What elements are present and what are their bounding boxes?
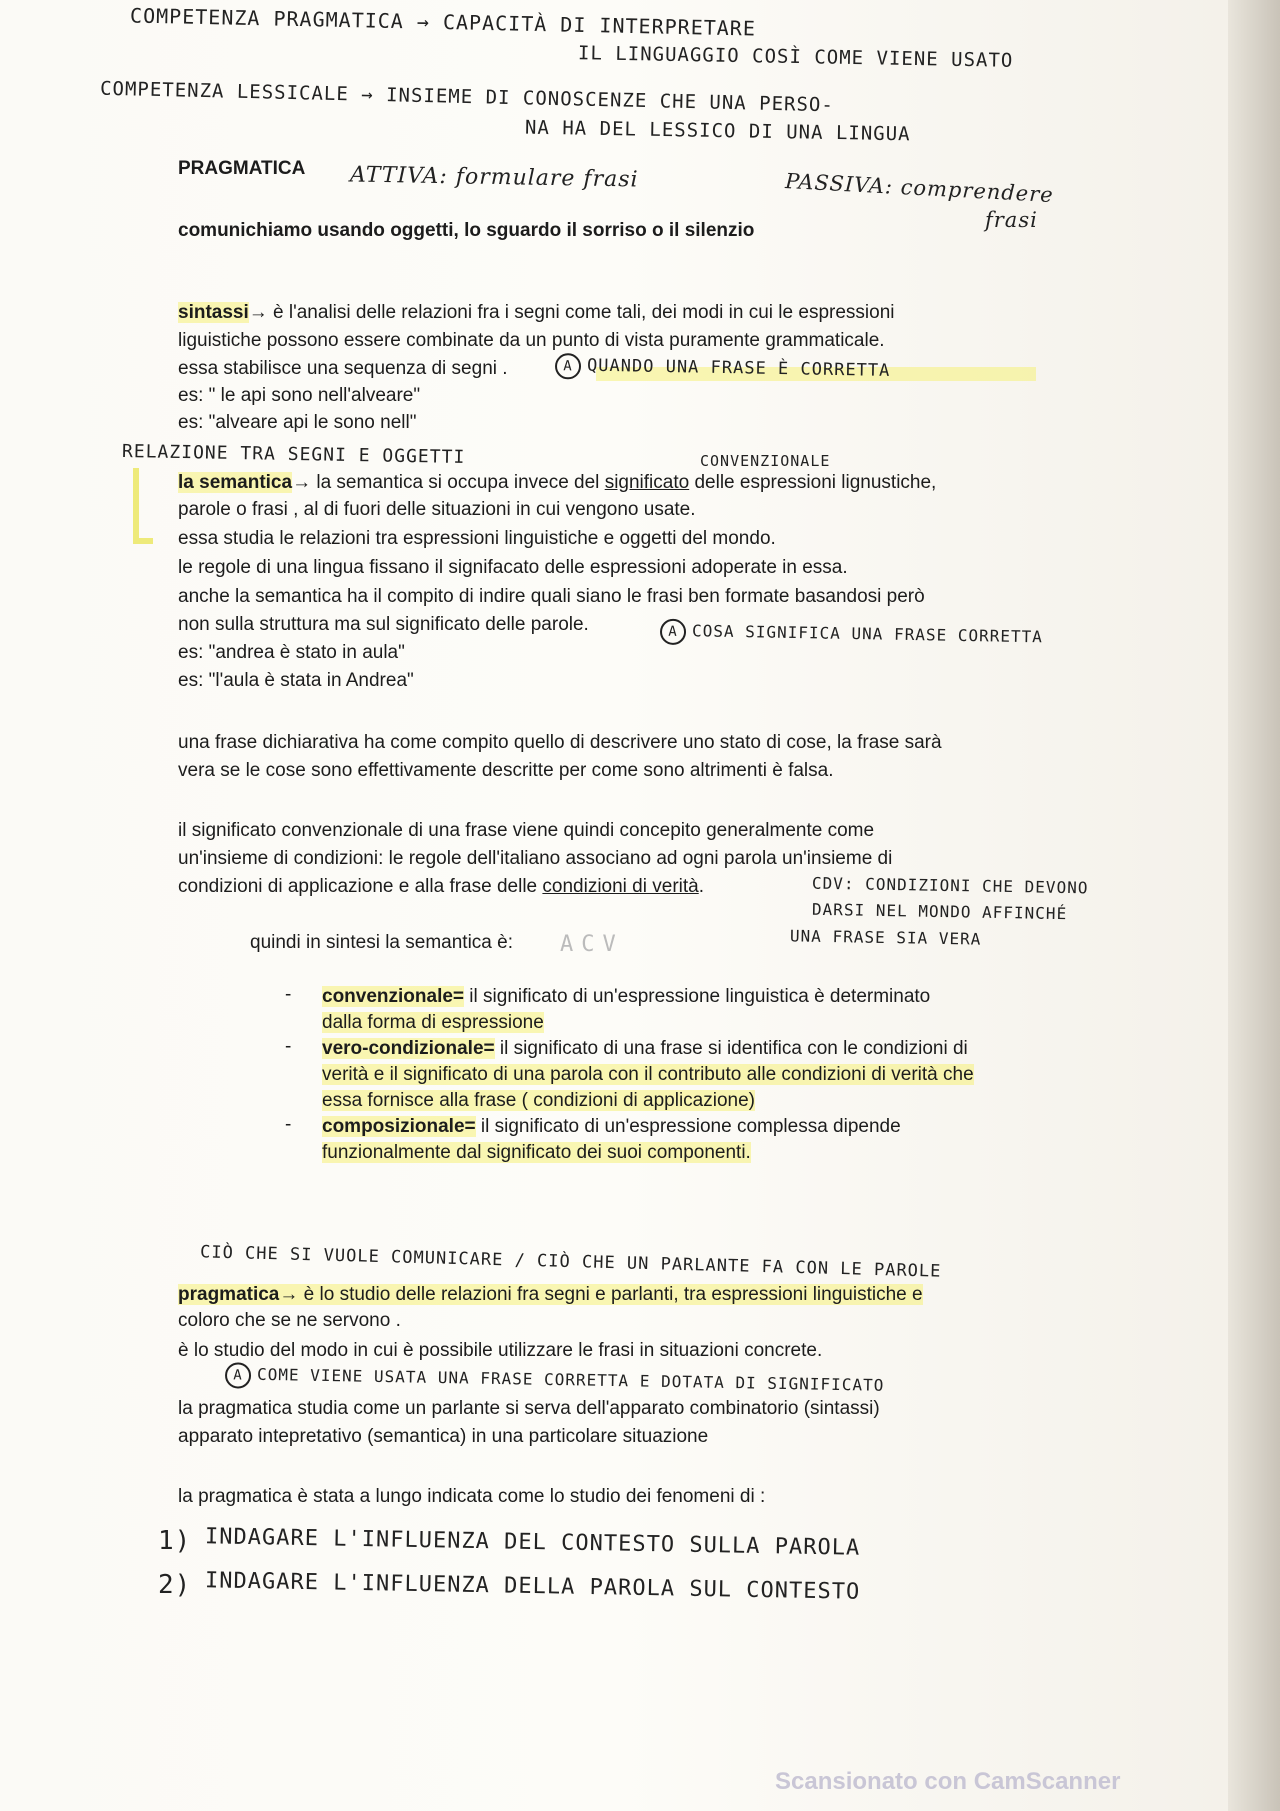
note-sintassi-text: QUANDO UNA FRASE È CORRETTA — [586, 355, 891, 381]
note-semantica-text: COSA SIGNIFICA UNA FRASE CORRETTA — [691, 621, 1044, 647]
vero-line-1 — [322, 1036, 968, 1061]
significato-line-1: il significato convenzionale di una frase viene quindi concepito generalmente come — [178, 820, 875, 841]
semantica-significato: significato — [604, 472, 690, 493]
hw-passiva-frasi: frasi — [985, 208, 1038, 232]
vero-line-2 — [322, 1062, 974, 1087]
dichiarativa-line-1: una frase dichiarativa ha come compito quello di descrivere uno stato di cose, la frase sarà — [178, 732, 942, 753]
note-pragmatica-text: COME VIENE USATA UNA FRASE CORRETTA E DOTATA DI SIGNIFICATO — [256, 1364, 885, 1395]
vero-def-1: il significato di una frase si identifica con le condizioni di — [494, 1038, 968, 1059]
semantica-line-3: essa studia le relazioni tra espressioni linguistiche e oggetti del mondo. — [178, 528, 776, 549]
prag-line-5: apparato intepretativo (semantica) in una particolare situazione — [178, 1426, 709, 1447]
significato-3a: condizioni di applicazione e alla frase delle — [178, 876, 543, 897]
hw-cio-che: CIÒ CHE SI VUOLE COMUNICARE / CIÒ CHE UN PARLANTE FA CON LE PAROLE — [199, 1242, 942, 1282]
vero-term: vero-condizionale= — [322, 1038, 495, 1059]
vero-def-3: essa fornisce alla frase ( condizioni di applicazione) — [322, 1090, 756, 1111]
sintassi-line-3 — [178, 356, 508, 381]
significato-line-2: un'insieme di condizioni: le regole dell'italiano associano ad ogni parola un'insieme di — [178, 848, 893, 869]
conv-line-1 — [322, 984, 930, 1009]
camscanner-watermark: Scansionato con CamScanner — [775, 1768, 1121, 1795]
prag-line-6: la pragmatica è stata a lungo indicata come lo studio dei fenomeni di : — [178, 1486, 766, 1507]
prag-line-1 — [178, 1282, 923, 1307]
semantica-line-4: le regole di una lingua fissano il signifacato delle espressioni adoperate in essa. — [178, 557, 848, 578]
sintassi-example-1: es: " le api sono nell'alveare" — [178, 385, 421, 406]
vero-def-2: verità e il significato di una parola con il contributo alle condizioni di verità che — [322, 1064, 974, 1085]
page-edge-shadow — [1228, 0, 1280, 1811]
comp-def-2: funzionalmente dal significato dei suoi componenti. — [322, 1142, 751, 1163]
semantica-line-5: anche la semantica ha il compito di indire quali siano le frasi ben formate basandosi però — [178, 586, 925, 607]
comp-line-1 — [322, 1114, 901, 1139]
condizioni-verita: condizioni di verità — [542, 876, 699, 897]
semantica-def-1a: → la semantica si occupa invece del — [292, 472, 605, 493]
sintassi-def-3: essa stabilisce una sequenza di segni . — [178, 358, 508, 379]
comunichiamo-line: comunichiamo usando oggetti, lo sguardo il sorriso o il silenzio — [178, 220, 755, 241]
prag-def-1: → è lo studio delle relazioni fra segni e parlanti, tra espressioni linguistiche e — [279, 1284, 923, 1305]
prag-term: pragmatica — [178, 1284, 280, 1305]
pragmatica-heading: PRAGMATICA — [178, 158, 306, 179]
highlight-bracket — [133, 468, 153, 544]
conv-def-2: dalla forma di espressione — [322, 1012, 544, 1033]
vero-line-3 — [322, 1088, 755, 1113]
conv-line-2 — [322, 1010, 544, 1035]
sintassi-line-1 — [178, 300, 894, 325]
hw-acronimo: ACV — [560, 932, 624, 957]
hw-relazione: RELAZIONE TRA SEGNI E OGGETTI — [121, 441, 466, 468]
hw-competenza-pragmatica: COMPETENZA PRAGMATICA → CAPACITÀ DI INTERPRETARE — [129, 3, 757, 41]
hw-list-2: INDAGARE L'INFLUENZA DELLA PAROLA SUL CONTESTO — [204, 1568, 861, 1605]
hw-cdv-3: UNA FRASE SIA VERA — [789, 926, 982, 949]
hw-lessico-lingua: NA HA DEL LESSICO DI UNA LINGUA — [524, 116, 911, 146]
significato-3c: . — [698, 876, 704, 897]
hw-convenzionale: CONVENZIONALE — [700, 452, 831, 470]
semantica-line-1 — [178, 470, 936, 495]
circle-marker-icon: A — [660, 619, 686, 645]
circle-marker-icon: A — [555, 353, 581, 379]
semantica-def-1c: delle espressioni lignustiche, — [689, 472, 937, 493]
hw-cdv-1: CDV: CONDIZIONI CHE DEVONO — [811, 873, 1089, 898]
semantica-term: la semantica — [178, 472, 293, 493]
semantica-line-6: non sulla struttura ma sul significato delle parole. — [178, 614, 589, 635]
sintassi-line-2: liguistiche possono essere combinate da un punto di vista puramente grammaticale. — [178, 330, 885, 351]
comp-def-1: il significato di un'espressione complessa dipende — [475, 1116, 901, 1137]
sintassi-term: sintassi — [178, 302, 249, 323]
dichiarativa-line-2: vera se le cose sono effettivamente descritte per come sono altrimenti è falsa. — [178, 760, 834, 781]
conv-term: convenzionale= — [322, 986, 465, 1007]
prag-line-3: è lo studio del modo in cui è possibile utilizzare le frasi in situazioni concrete. — [178, 1340, 823, 1361]
bullet-dash: - — [285, 1114, 292, 1135]
hw-cdv-2: DARSI NEL MONDO AFFINCHÉ — [811, 899, 1068, 924]
prag-line-2: coloro che se ne servono . — [178, 1310, 401, 1331]
comp-line-2 — [322, 1140, 751, 1165]
hw-linguaggio-usato: IL LINGUAGGIO COSÌ COME VIENE USATO — [577, 42, 1014, 72]
bullet-dash: - — [285, 984, 292, 1005]
bullet-dash: - — [285, 1036, 292, 1057]
hw-competenza-lessicale: COMPETENZA LESSICALE → INSIEME DI CONOSCENZE CHE UNA PERSO- — [99, 77, 835, 117]
hw-num-2: 2) — [158, 1570, 192, 1600]
semantica-line-2: parole o frasi , al di fuori delle situazioni in cui vengono usate. — [178, 499, 696, 520]
quindi-line: quindi in sintesi la semantica è: — [250, 932, 513, 953]
hw-num-1: 1) — [158, 1526, 192, 1556]
prag-line-4: la pragmatica studia come un parlante si serva dell'apparato combinatorio (sintassi) — [178, 1398, 880, 1419]
semantica-example-1: es: "andrea è stato in aula" — [178, 642, 405, 663]
conv-def-1: il significato di un'espressione linguistica è determinato — [464, 986, 931, 1007]
semantica-example-2: es: "l'aula è stata in Andrea" — [178, 670, 414, 691]
hw-passiva: PASSIVA: comprendere — [784, 168, 1055, 208]
hw-attiva: ATTIVA: formulare frasi — [349, 162, 639, 193]
comp-term: composizionale= — [322, 1116, 476, 1137]
hw-list-1: INDAGARE L'INFLUENZA DEL CONTESTO SULLA PAROLA — [204, 1524, 861, 1561]
significato-line-3 — [178, 874, 704, 899]
sintassi-example-2: es: "alveare api le sono nell" — [178, 412, 417, 433]
circle-marker-icon: A — [225, 1362, 251, 1388]
sintassi-def-1: → è l'analisi delle relazioni fra i segni come tali, dei modi in cui le espressioni — [248, 302, 895, 323]
